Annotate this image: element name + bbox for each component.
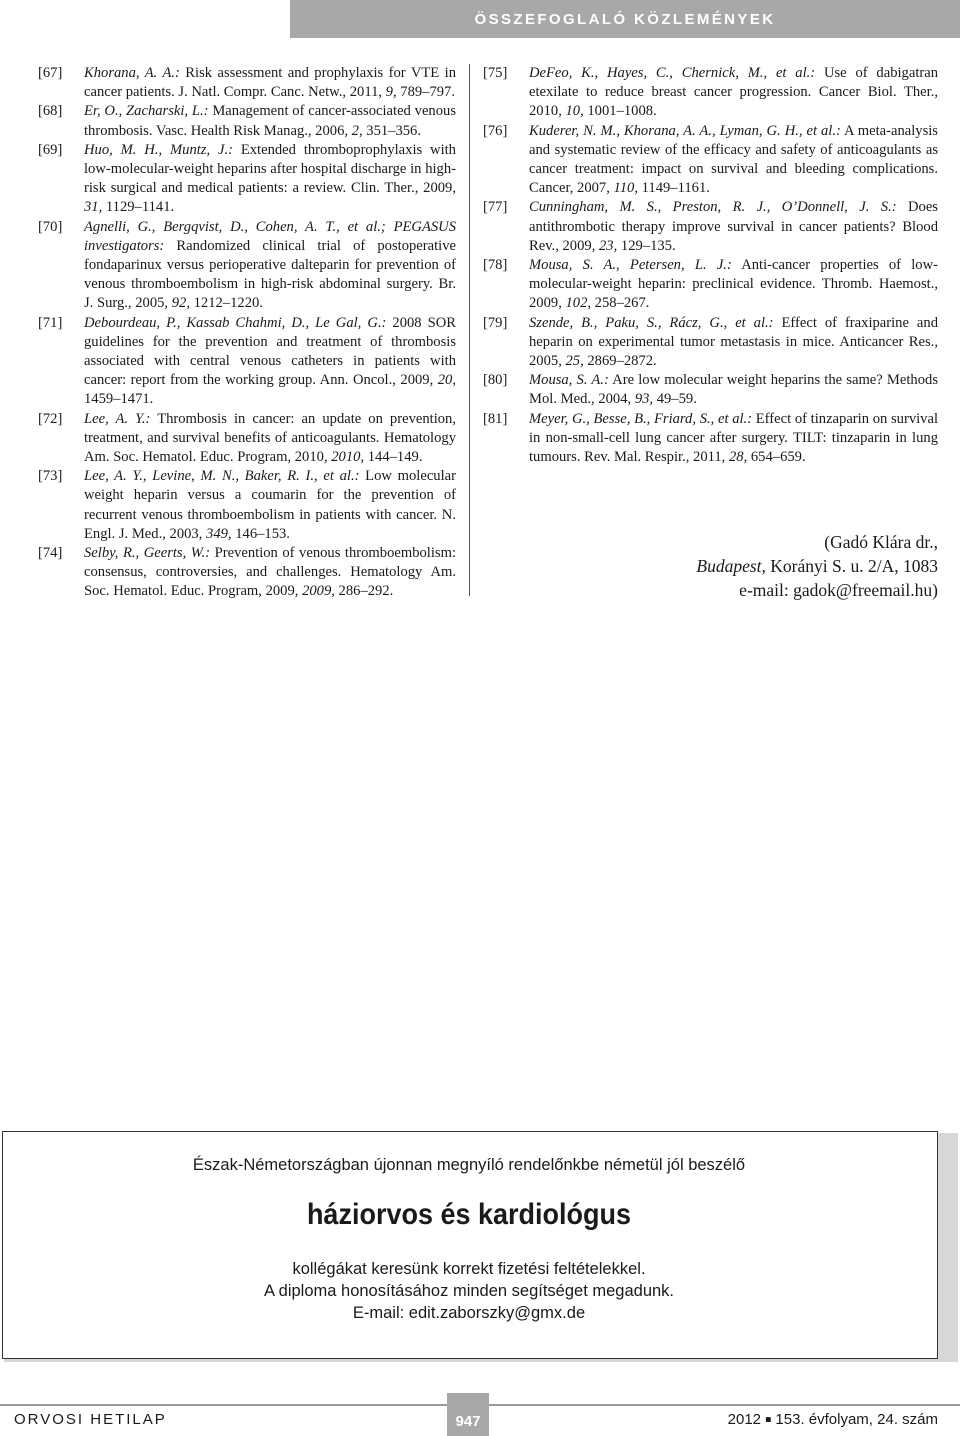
ad-support: A diploma honosításához minden segítséget megadunk. xyxy=(263,1282,675,1300)
references-right-column xyxy=(483,64,938,467)
reference-text: Effect of tinzaparin on survival in non-small-cell lung cancer after surgery. TILT: tinzaparin in lung tumours. Rev. Mal. Respir., 2011, xyxy=(529,410,938,466)
reference-authors: Lee, A. Y.: xyxy=(84,410,151,427)
reference-number: [76] xyxy=(483,122,508,139)
reference-item xyxy=(38,64,456,102)
reference-number: [73] xyxy=(38,468,63,485)
reference-volume: 349, xyxy=(206,525,232,542)
reference-text: A meta-analysis and systematic review of the efficacy and safety of anticoagulants as cancer treatment: impact on survival and bleeding complications. Cancer, 2007, xyxy=(529,122,938,197)
reference-volume: 10, xyxy=(565,103,584,120)
reference-pages: 1459–1471. xyxy=(84,391,154,408)
reference-number: [67] xyxy=(38,65,63,81)
section-header xyxy=(290,0,960,38)
reference-text: Management of cancer-associated venous thrombosis. Vasc. Health Risk Manag., 2006, xyxy=(84,103,456,139)
ad-shadow-right xyxy=(938,1133,958,1359)
reference-number: [71] xyxy=(38,314,63,331)
reference-authors: Meyer, G., Besse, B., Friard, S., et al.: xyxy=(529,410,753,427)
contact-city: Budapest, xyxy=(696,556,766,576)
ad-email[interactable]: E-mail: edit.zaborszky@gmx.de xyxy=(352,1304,586,1322)
contact-email: e-mail: gadok@freemail.hu) xyxy=(739,580,938,600)
reference-volume: 2010, xyxy=(331,449,365,466)
ad-intro: Észak-Németországban újonnan megnyíló rendelőnkbe németül jól beszélő xyxy=(192,1156,746,1174)
reference-pages: 1149–1161. xyxy=(638,180,710,197)
references-left-column xyxy=(38,64,456,602)
reference-number: [68] xyxy=(38,103,63,120)
reference-volume: 31, xyxy=(84,199,103,216)
reference-number: [79] xyxy=(483,314,508,331)
reference-pages: 286–292. xyxy=(334,583,394,600)
reference-pages: 146–153. xyxy=(231,525,290,542)
reference-pages: 654–659. xyxy=(747,449,806,466)
reference-text: Effect of fraxiparine and heparin on experimental tumor metastasis in mice. Anticancer Res., 2005, xyxy=(529,314,938,370)
reference-authors: Szende, B., Paku, S., Rácz, G., et al.: xyxy=(529,314,774,331)
reference-authors: Cunningham, M. S., Preston, R. J., O’Donnell, J. S.: xyxy=(529,199,897,216)
footer-year: 2012 xyxy=(727,1411,762,1428)
reference-pages: 2869–2872. xyxy=(583,353,657,370)
reference-pages: 144–149. xyxy=(364,449,423,466)
ad-title: háziorvos és kardiológus xyxy=(306,1198,632,1231)
reference-item xyxy=(38,141,456,218)
reference-number: [78] xyxy=(483,257,508,274)
reference-item xyxy=(38,410,456,468)
reference-authors: Agnelli, G., Bergqvist, D., Cohen, A. T., et al.; PEGASUS investigators: xyxy=(84,218,456,254)
footer-journal-name: ORVOSI HETILAP xyxy=(14,1411,167,1428)
reference-text: Randomized clinical trial of postoperative fondaparinux versus perioperative dalteparin for prevention of venous thromboembolism in high-risk abdominal surgery. Br. J. Surg., 2005, xyxy=(84,237,456,312)
reference-pages: 129–135. xyxy=(617,237,676,254)
reference-volume: 110, xyxy=(613,180,638,197)
reference-pages: 49–59. xyxy=(653,391,697,408)
reference-item xyxy=(483,198,938,256)
reference-text: Low molecular weight heparin versus a coumarin for the prevention of recurrent venous thromboembolism in patients with cancer. N. Engl. J. Med., 2003, xyxy=(84,468,456,542)
reference-authors: Mousa, S. A.: xyxy=(529,372,609,389)
reference-item xyxy=(38,544,456,602)
contact-address xyxy=(696,554,938,578)
reference-authors: Lee, A. Y., Levine, M. N., Baker, R. I., et al.: xyxy=(84,468,360,485)
reference-number: [69] xyxy=(38,141,63,158)
reference-number: [74] xyxy=(38,545,63,562)
reference-volume: 25, xyxy=(565,353,584,370)
reference-item xyxy=(38,467,456,544)
reference-number: [75] xyxy=(483,65,508,81)
footer-volume-issue: 153. évfolyam, 24. szám xyxy=(775,1411,938,1428)
reference-number: [72] xyxy=(38,410,63,427)
reference-authors: Selby, R., Geerts, W.: xyxy=(84,545,211,562)
reference-pages: 1129–1141. xyxy=(102,199,175,216)
reference-pages: 1001–1008. xyxy=(583,103,657,120)
column-divider xyxy=(469,64,470,596)
reference-text: Prevention of venous thromboembolism: consensus, controversies, and challenges. Hematology Am. Soc. Hematol. Educ. Program, 2009, xyxy=(84,545,456,600)
reference-pages: 258–267. xyxy=(591,295,650,312)
reference-authors: Kuderer, N. M., Khorana, A. A., Lyman, G. H., et al.: xyxy=(529,122,841,139)
reference-volume: 93, xyxy=(634,391,654,408)
contact-name: (Gadó Klára dr., xyxy=(824,532,938,552)
reference-text: Anti-cancer properties of low-molecular-weight heparin: preclinical evidence. Thromb. Haemost., 2009, xyxy=(529,257,939,312)
reference-volume: 9, xyxy=(385,84,397,101)
reference-text: 2008 SOR guidelines for the prevention and treatment of thrombosis associated with central venous catheters in patients with cancer: report from the working group. Ann. Oncol., 2009, xyxy=(84,314,457,389)
reference-item xyxy=(483,371,938,409)
reference-volume: 20, xyxy=(437,372,456,389)
section-title: ÖSSZEFOGLALÓ KÖZLEMÉNYEK xyxy=(474,10,776,28)
author-contact xyxy=(696,530,938,602)
reference-volume: 102, xyxy=(565,295,592,312)
reference-authors: Er, O., Zacharski, L.: xyxy=(84,103,209,120)
reference-text: Are low molecular weight heparins the same? Methods Mol. Med., 2004, xyxy=(529,372,939,408)
reference-volume: 28, xyxy=(728,449,748,466)
reference-number: [70] xyxy=(38,218,63,235)
reference-volume: 2009, xyxy=(302,583,335,600)
reference-item xyxy=(483,314,938,372)
reference-text: Risk assessment and prophylaxis for VTE in cancer patients. J. Natl. Compr. Canc. Netw., 2011, xyxy=(84,65,456,101)
reference-number: [81] xyxy=(483,410,508,427)
reference-authors: Huo, M. H., Muntz, J.: xyxy=(84,141,233,158)
reference-authors: Khorana, A. A.: xyxy=(84,65,180,81)
footer-issue xyxy=(728,1411,938,1428)
reference-volume: 2, xyxy=(351,122,363,139)
footer-bullet: ■ xyxy=(765,1414,772,1426)
page-number: 947 xyxy=(447,1393,489,1436)
ad-details xyxy=(0,1258,938,1324)
reference-item xyxy=(38,314,456,410)
reference-item xyxy=(483,256,938,314)
reference-text: Extended thromboprophylaxis with low-molecular-weight heparins after hospital discharge in high-risk surgical and medical patients: a review. Clin. Ther., 2009, xyxy=(84,141,456,197)
reference-text: Use of dabigatran etexilate to reduce breast cancer progression. Cancer Biol. Ther., 2010, xyxy=(529,65,939,120)
reference-number: [80] xyxy=(483,372,508,389)
reference-text: Does antithrombotic therapy improve survival in cancer patients? Blood Rev., 2009, xyxy=(529,199,938,254)
reference-item xyxy=(38,218,456,314)
reference-pages: 351–356. xyxy=(362,122,421,139)
reference-pages: 789–797. xyxy=(396,84,455,101)
reference-authors: Debourdeau, P., Kassab Chahmi, D., Le Gal, G.: xyxy=(84,314,387,331)
reference-text: Thrombosis in cancer: an update on prevention, treatment, and survival benefits of anticoagulants. Hematology Am. Soc. Hematol. Educ. Program, 2010, xyxy=(84,410,456,466)
reference-authors: Mousa, S. A., Petersen, L. J.: xyxy=(529,257,732,274)
reference-item xyxy=(483,122,938,199)
contact-street: Korányi S. u. 2/A, 1083 xyxy=(765,556,938,576)
reference-volume: 92, xyxy=(171,295,190,312)
ad-conditions: kollégákat keresünk korrekt fizetési feltételekkel. xyxy=(292,1260,646,1278)
reference-item xyxy=(38,102,456,140)
reference-authors: DeFeo, K., Hayes, C., Chernick, M., et al.: xyxy=(529,65,816,81)
reference-item xyxy=(483,410,938,468)
reference-pages: 1212–1220. xyxy=(189,295,263,312)
reference-volume: 23, xyxy=(599,237,618,254)
reference-item xyxy=(483,64,938,122)
reference-number: [77] xyxy=(483,199,508,216)
